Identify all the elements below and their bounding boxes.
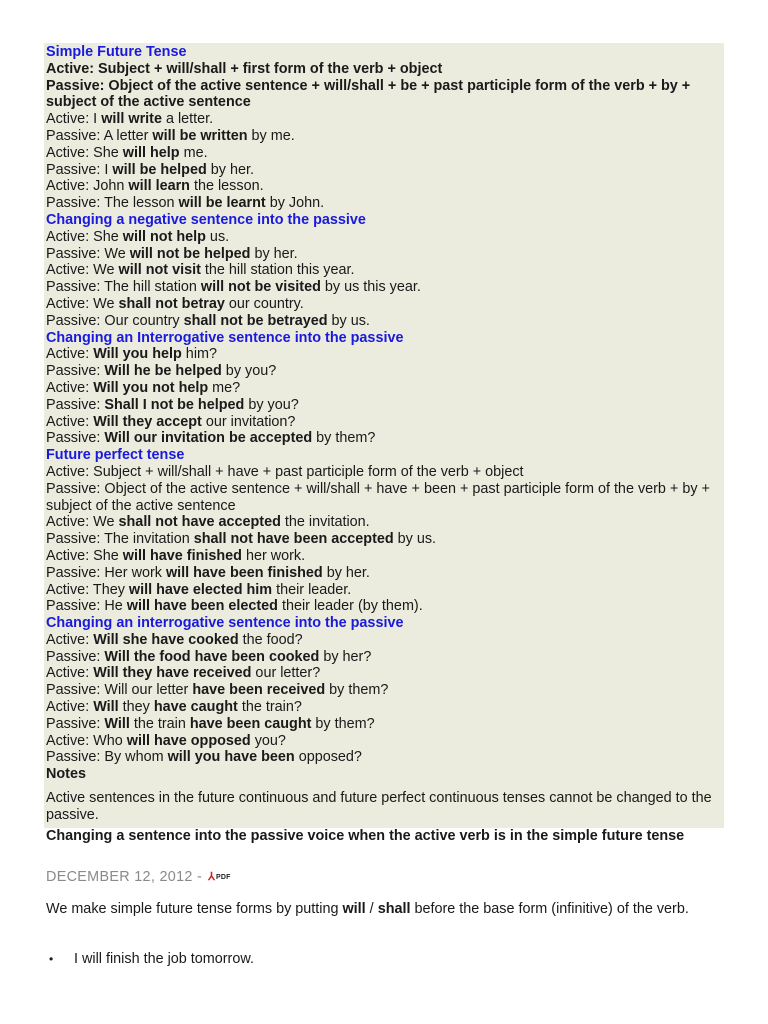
example-line (46, 464, 724, 481)
example-line (46, 128, 724, 145)
text-run: me. (179, 144, 208, 161)
text-run: our letter? (251, 665, 321, 682)
text-run: us. (205, 228, 230, 245)
example-line (46, 749, 724, 766)
text-run: Passive: I (46, 161, 113, 178)
example-line (46, 195, 724, 212)
heading-text: Changing an interrogative sentence into the passive (46, 615, 404, 632)
bold-text: shall not betray (118, 295, 225, 312)
text-run: Passive: (46, 363, 105, 380)
bold-text: will be learnt (178, 195, 266, 212)
example-line (46, 514, 724, 531)
text-run: by them? (312, 430, 376, 447)
text-run: Active: (46, 665, 94, 682)
example-line (46, 397, 724, 414)
example-line (46, 246, 724, 263)
text-run: Active: John (46, 178, 129, 195)
bold-text: have been caught (189, 715, 312, 732)
text-run: her work. (241, 547, 306, 564)
example-line (46, 162, 724, 179)
intro-paragraph (46, 901, 726, 918)
text-run: Passive: The lesson (46, 195, 179, 212)
text-run: Passive: The invitation (46, 531, 194, 548)
bold-text: Will you help (93, 346, 182, 363)
section-heading (46, 44, 724, 61)
example-line (46, 313, 724, 330)
text-run: Active: We (46, 514, 119, 531)
bold-text: Will they have received (93, 665, 252, 682)
bold-text: will (342, 901, 366, 917)
section-heading (46, 212, 724, 229)
text-run: the train? (237, 699, 302, 716)
text-run: Passive: Object of the active sentence + will/shall + have + been + past participle form of the verb + by + subject of the active sentence (46, 480, 710, 514)
text-run: by them? (325, 682, 389, 699)
text-run: Active: We (46, 295, 119, 312)
text-run: the hill station this year. (200, 262, 355, 279)
text-run: by her. (206, 161, 254, 178)
bold-text: Will (93, 699, 119, 716)
text-run: their leader. (272, 581, 352, 598)
bold-text: will not help (122, 228, 206, 245)
section-heading (46, 447, 724, 464)
pdf-label: PDF (216, 873, 231, 881)
example-line (46, 380, 724, 397)
text-run: by her. (250, 245, 298, 262)
bold-text: will have been finished (165, 564, 323, 581)
text-run: Active: (46, 699, 94, 716)
section-heading (46, 615, 724, 632)
heading-text: Future perfect tense (46, 447, 185, 464)
text-run: the food? (238, 631, 303, 648)
pdf-icon[interactable] (208, 872, 231, 883)
example-line (46, 649, 724, 666)
bold-text: will be written (152, 127, 248, 144)
article-meta (46, 869, 231, 885)
example-list (46, 951, 254, 968)
text-run: Passive: He (46, 598, 127, 615)
bold-text: will have opposed (126, 732, 251, 749)
text-run: by me. (247, 127, 295, 144)
text-run: by her. (322, 564, 370, 581)
heading-text: Changing a negative sentence into the passive (46, 211, 366, 228)
text-run: our country. (224, 295, 304, 312)
example-line (46, 548, 724, 565)
text-run: they (118, 699, 154, 716)
example-line (46, 682, 724, 699)
example-line (46, 565, 724, 582)
bold-text: will have finished (122, 547, 242, 564)
text-run: me? (208, 379, 241, 396)
text-run: Active: She (46, 144, 123, 161)
bold-text: Will the food have been cooked (104, 648, 320, 665)
example-line (46, 262, 724, 279)
example-line (46, 111, 724, 128)
text-run: Active: They (46, 581, 129, 598)
text-run: by her? (319, 648, 372, 665)
example-line (46, 699, 724, 716)
example-line (46, 414, 724, 431)
text-run: Passive: The hill station (46, 279, 201, 296)
bold-text: will have elected him (128, 581, 273, 598)
text-run: a letter. (161, 111, 214, 128)
example-line (46, 363, 724, 380)
bold-text: will not be helped (129, 245, 251, 262)
text-run: We make simple future tense forms by putting (46, 901, 343, 917)
example-line (46, 766, 724, 783)
bold-text: Shall I not be helped (104, 396, 245, 413)
text-run: you? (250, 732, 286, 749)
bold-text: Will (104, 715, 130, 732)
example-line (46, 145, 724, 162)
text-run: by us. (327, 312, 370, 329)
list-item-text: I will finish the job tomorrow. (74, 951, 254, 967)
text-run: by you? (221, 363, 277, 380)
article-date: DECEMBER 12, 2012 - (46, 869, 203, 885)
heading-text: Changing an Interrogative sentence into the passive (46, 329, 404, 346)
example-line (46, 279, 724, 296)
bold-text: will not visit (118, 262, 201, 279)
bold-text: Will our invitation be accepted (104, 430, 313, 447)
bold-text: have caught (153, 699, 238, 716)
text-run: Passive: Our country (46, 312, 184, 329)
text-run: Active: I (46, 111, 102, 128)
text-run: by John. (265, 195, 325, 212)
bold-text: Will you not help (93, 379, 209, 396)
bullet-icon: • (49, 952, 54, 966)
example-line (46, 665, 724, 682)
bold-text: Active: Subject + will/shall + first form of the verb + object (46, 60, 443, 77)
bold-text: will you have been (167, 749, 295, 766)
text-run: Active: She (46, 547, 123, 564)
text-run: by us this year. (320, 279, 421, 296)
bold-text: Notes (46, 766, 86, 783)
bold-text: Will she have cooked (93, 631, 239, 648)
bold-text: will not be visited (200, 279, 321, 296)
example-line (46, 78, 724, 112)
bold-text: Will they accept (93, 413, 202, 430)
text-run: the train (129, 715, 190, 732)
text-run: the invitation. (280, 514, 370, 531)
adobe-icon: ⅄ (208, 870, 215, 883)
bold-text: shall not have been accepted (193, 531, 394, 548)
example-line (46, 481, 724, 515)
text-run: Active: (46, 379, 94, 396)
text-run: by us. (393, 531, 437, 548)
example-line (46, 598, 724, 615)
panel-lines (46, 44, 724, 783)
bold-text: shall (377, 901, 411, 917)
example-line (46, 430, 724, 447)
text-run: opposed? (294, 749, 362, 766)
text-run: Passive: We (46, 245, 130, 262)
text-run: by them? (311, 715, 375, 732)
example-line (46, 716, 724, 733)
notes-text: Active sentences in the future continuous and future perfect continuous tenses cannot be changed to the passive. (46, 790, 712, 823)
list-item (46, 951, 254, 968)
bold-text: Will he be helped (104, 363, 222, 380)
example-line (46, 582, 724, 599)
example-line (46, 296, 724, 313)
text-run: Active: (46, 413, 94, 430)
bold-text: shall not be betrayed (183, 312, 328, 329)
text-run: by you? (244, 396, 299, 413)
text-run: Passive: (46, 648, 105, 665)
text-run: Active: Who (46, 732, 127, 749)
example-line (46, 178, 724, 195)
text-run: the lesson. (189, 178, 264, 195)
text-run: Passive: (46, 396, 105, 413)
bold-text: Passive: Object of the active sentence + will/shall + be + past participle form of the verb + by + subject of the active sentence (46, 77, 691, 111)
example-line (46, 632, 724, 649)
example-line (46, 531, 724, 548)
bold-text: will help (122, 144, 180, 161)
example-line (46, 229, 724, 246)
text-run: Passive: A letter (46, 127, 153, 144)
example-line (46, 61, 724, 78)
text-run: Active: She (46, 228, 123, 245)
text-run: Passive: (46, 715, 105, 732)
text-run: Active: Subject + will/shall + have + past participle form of the verb + object (46, 463, 524, 480)
bold-text: will learn (128, 178, 190, 195)
example-line (46, 346, 724, 363)
bold-text: will write (101, 111, 162, 128)
text-run: before the base form (infinitive) of the verb. (410, 901, 689, 917)
heading-text: Simple Future Tense (46, 44, 187, 60)
text-run: Passive: Will our letter (46, 682, 193, 699)
text-run: / (365, 901, 378, 917)
bold-text: will be helped (112, 161, 207, 178)
text-run: Active: (46, 631, 94, 648)
bold-text: have been received (192, 682, 326, 699)
text-run: Passive: Her work (46, 564, 166, 581)
text-run: Passive: By whom (46, 749, 168, 766)
bold-text: shall not have accepted (118, 514, 281, 531)
text-run: Active: (46, 346, 94, 363)
article-title[interactable]: Changing a sentence into the passive voice when the active verb is in the simple future tense (46, 828, 685, 844)
text-run: him? (181, 346, 218, 363)
text-run: our invitation? (201, 413, 296, 430)
text-run: Active: We (46, 262, 119, 279)
text-run: their leader (by them). (277, 598, 423, 615)
tense-rules-panel (44, 43, 724, 828)
bold-text: will have been elected (126, 598, 278, 615)
example-line (46, 733, 724, 750)
text-run: Passive: (46, 430, 105, 447)
section-heading (46, 330, 724, 347)
